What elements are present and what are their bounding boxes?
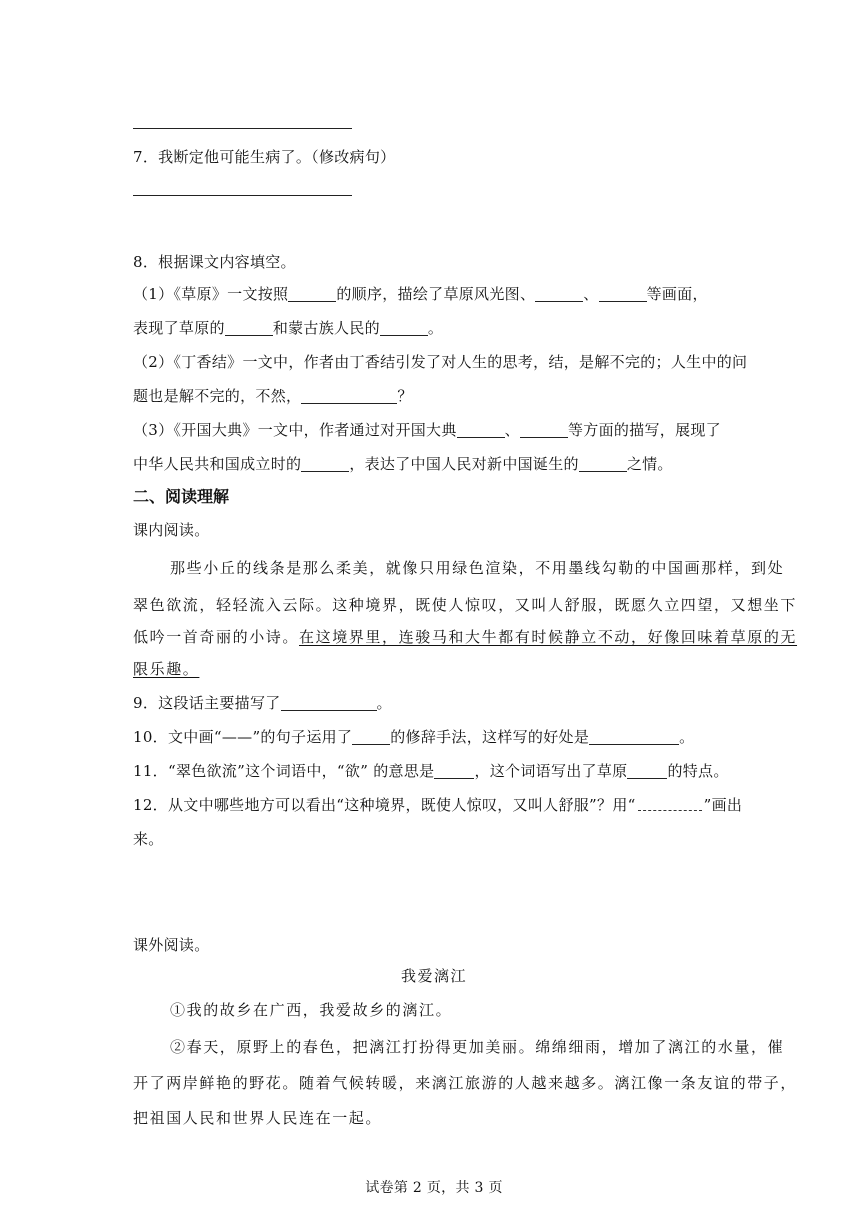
answer-line — [133, 128, 352, 129]
q8-part1-line1: （1）《草原》一文按照 的顺序，描绘了草原风光图、 、 等画面， — [133, 285, 708, 303]
passage-line: 那些小丘的线条是那么柔美，就像只用绿色渲染，不用墨线勾勒的中国画那样，到处 — [170, 559, 785, 577]
fill-blank[interactable] — [599, 286, 647, 302]
fill-blank[interactable] — [352, 729, 390, 745]
page-footer: 试卷第 2 页，共 3 页 — [365, 1180, 503, 1196]
fill-blank[interactable] — [380, 320, 428, 336]
outside-reading-intro: 课外阅读。 — [133, 936, 210, 954]
passage-line — [133, 654, 199, 684]
fill-blank[interactable] — [225, 320, 273, 336]
question-7: 7．我断定他可能生病了。（修改病句） — [133, 148, 396, 166]
fill-blank[interactable] — [281, 695, 377, 711]
passage-line: ②春天，原野上的春色，把漓江打扮得更加美丽。绵绵细雨，增加了漓江的水量，催 — [170, 1038, 785, 1056]
fill-blank[interactable] — [520, 422, 568, 438]
fill-blank[interactable] — [579, 456, 627, 472]
q8-part3-line1: （3）《开国大典》一文中，作者通过对开国大典 、 等方面的描写，展现了 — [133, 421, 721, 439]
q8-part2-line2: 题也是解不完的，不然， ？ — [133, 387, 413, 405]
fill-blank[interactable] — [301, 456, 349, 472]
question-10: 10．文中画“——”的句子运用了 的修辞手法，这样写的好处是 。 — [133, 728, 695, 746]
underlined-sentence: 在这境界里，连骏马和大牛都有时候静立不动，好像回味着草原的无 — [299, 628, 798, 646]
fill-blank[interactable] — [589, 729, 679, 745]
question-9: 9．这段话主要描写了 。 — [133, 694, 392, 712]
question-11: 11．“翠色欲流”这个词语中，“欲” 的意思是 ，这个词语写出了草原 的特点。 — [133, 762, 729, 780]
dashed-underline-sample — [638, 798, 702, 811]
fill-blank[interactable] — [535, 286, 583, 302]
fill-blank[interactable] — [301, 388, 397, 404]
passage-line: 翠色欲流，轻轻流入云际。这种境界，既使人惊叹，又叫人舒服，既愿久立四望，又想坐下 — [133, 596, 798, 614]
q8-part1-line2: 表现了草原的 和蒙古族人民的 。 — [133, 319, 444, 337]
passage-line: 低吟一首奇丽的小诗。在这境界里，连骏马和大牛都有时候静立不动，好像回味着草原的无 — [133, 628, 798, 646]
underlined-sentence: 限乐趣。 — [133, 660, 200, 678]
question-12: 12．从文中哪些地方可以看出“这种境界，既使人惊叹，又叫人舒服”？用“ ”画出 — [133, 796, 743, 814]
passage-line: 把祖国人民和世界人民连在一起。 — [133, 1109, 383, 1127]
fill-blank[interactable] — [457, 422, 505, 438]
q8-part2-line1: （2）《丁香结》一文中，作者由丁香结引发了对人生的思考，结，是解不完的；人生中的问 — [133, 353, 748, 371]
answer-line — [133, 195, 352, 196]
question-8: 8．根据课文内容填空。 — [133, 253, 296, 271]
reading-intro: 课内阅读。 — [133, 521, 210, 539]
article-title: 我爱漓江 — [400, 967, 467, 985]
section-heading: 二、阅读理解 — [133, 487, 230, 506]
question-12-cont: 来。 — [133, 830, 164, 848]
q8-part3-line2: 中华人民共和国成立时的 ，表达了中国人民对新中国诞生的 之情。 — [133, 455, 673, 473]
passage-line: 开了两岸鲜艳的野花。随着气候转暖，来漓江旅游的人越来越多。漓江像一条友谊的带子， — [133, 1074, 798, 1092]
fill-blank[interactable] — [627, 763, 667, 779]
fill-blank[interactable] — [434, 763, 474, 779]
fill-blank[interactable] — [288, 286, 336, 302]
passage-line: ①我的故乡在广西，我爱故乡的漓江。 — [170, 1001, 453, 1019]
